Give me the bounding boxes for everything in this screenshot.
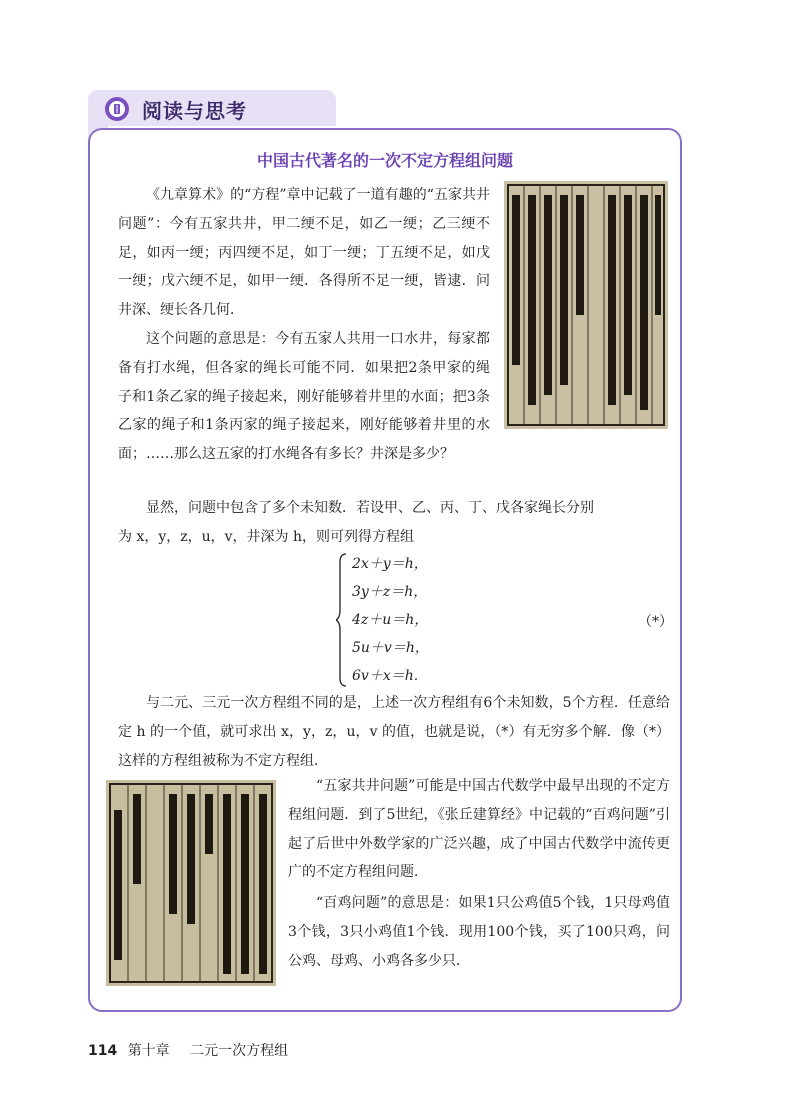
reading-badge-icon [104, 96, 130, 122]
equation-1: 2x＋y＝h， [352, 556, 428, 572]
page-number: 114 [88, 1043, 118, 1059]
ancient-text-image-zhangqiujian [106, 780, 276, 986]
equation-3: 4z＋u＝h， [352, 612, 429, 628]
page-footer [88, 1040, 288, 1060]
equation-brace [336, 552, 348, 688]
equation-2: 3y＋z＝h， [352, 584, 428, 600]
paragraph-hundred-chickens-meaning: “百鸡问题”的意思是：如果1只公鸡值5个钱，1只母鸡值3个钱，3只小鸡值1个钱．现用100个钱，买了100只鸡，问公鸡、母鸡、小鸡各多少只． [288, 895, 670, 969]
footer-section: 二元一次方程组 [190, 1043, 289, 1059]
equation-4: 5u＋v＝h， [352, 640, 429, 656]
paragraph-meaning: 这个问题的意思是：今有五家人共用一口水井，每家都备有打水绳，但各家的绳长可能不同．如果把2条甲家的绳子和1条乙家的绳子接起来，刚好能够着井里的水面；把3条乙家的绳子和1条丙家的绳子接起来，刚好能够着井里的水面；……那么这五家的打水绳各有多长？井深是多少？ [118, 331, 490, 463]
paragraph-unknowns [118, 494, 670, 552]
paragraph-indeterminate: 与二元、三元一次方程组不同的是，上述一次方程组有6个未知数，5个方程．任意给定 h 的一个值，就可求出 x，y，z，u，v 的值，也就是说，（*）有无穷多个解．像（*）这样的方程组被称为不定方程组． [118, 695, 670, 769]
box-title: 中国古代著名的一次不定方程组问题 [256, 151, 513, 170]
equation-5: 6v＋x＝h. [352, 668, 419, 684]
unknowns-line-1: 显然，问题中包含了多个未知数．若设甲、乙、丙、丁、戊各家绳长分别 [146, 500, 594, 516]
ancient-text-image-jiuzhang [504, 181, 668, 429]
paragraph-five-families: 《九章算术》的“方程”章中记载了一道有趣的“五家共井问题”：今有五家共井，甲二绠不足，如乙一绠；乙三绠不足，如丙一绠；丙四绠不足，如丁一绠；丁五绠不足，如戊一绠；戊六绠不足，如甲一绠．各得所不足一绠，皆逮．问井深、绠长各几何． [118, 187, 490, 319]
footer-chapter: 第十章 [127, 1043, 170, 1059]
equation-label: （*） [638, 614, 673, 630]
paragraph-hundred-chickens-origin: “五家共井问题”可能是中国古代数学中最早出现的不定方程组问题．到了5世纪，《张丘建算经》中记载的“百鸡问题”引起了后世中外数学家的广泛兴趣，成了中国古代数学中流传更广的不定方程组问题． [288, 778, 670, 881]
section-header-title: 阅读与思考 [142, 99, 247, 123]
unknowns-line-2: 为 x，y，z，u，v，井深为 h，则可列得方程组 [118, 528, 415, 545]
